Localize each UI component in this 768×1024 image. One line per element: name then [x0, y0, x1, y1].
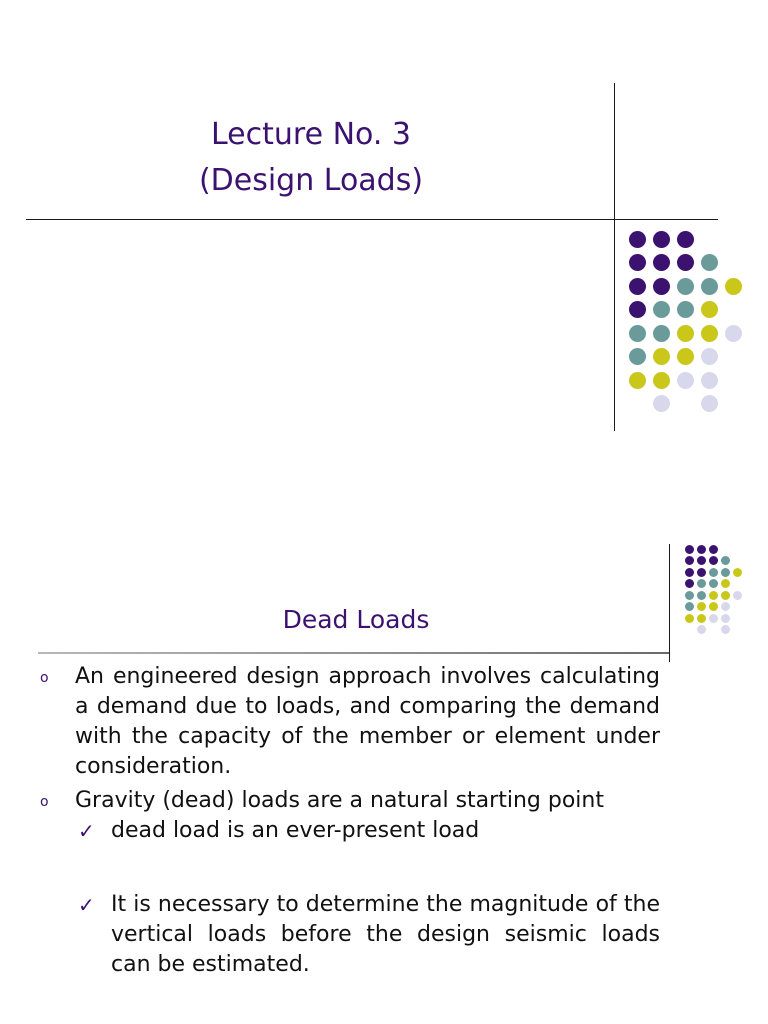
bullet-text: Gravity (dead) loads are a natural starting point	[75, 788, 604, 813]
list-item	[40, 662, 660, 782]
decorative-dot	[629, 372, 646, 389]
decorative-dot	[677, 301, 694, 318]
title-line-2: (Design Loads)	[198, 163, 424, 198]
checkmark-icon: ✓	[78, 819, 95, 843]
decorative-dot	[653, 301, 670, 318]
bullet-text: An engineered design approach involves calculating a demand due to loads, and comparing the demand with the capacity of the member or element under consideration.	[75, 664, 660, 779]
decorative-dot	[677, 231, 694, 248]
decorative-dot	[709, 568, 718, 577]
decorative-dot	[685, 556, 694, 565]
decorative-dot	[685, 602, 694, 611]
decorative-dot	[721, 568, 730, 577]
circle-bullet-icon: o	[40, 670, 49, 686]
decorative-dot	[653, 348, 670, 365]
decorative-dot	[701, 325, 718, 342]
sub-bullet-list	[75, 816, 660, 980]
decorative-dot	[653, 254, 670, 271]
decorative-dot	[653, 278, 670, 295]
list-item	[40, 786, 660, 980]
decorative-dot	[685, 545, 694, 554]
decorative-dot	[721, 625, 730, 634]
decorative-dot	[629, 348, 646, 365]
title-underline	[38, 652, 670, 654]
circle-bullet-icon: o	[40, 794, 49, 810]
decorative-dot	[677, 325, 694, 342]
decorative-dot	[733, 591, 742, 600]
decorative-dot	[721, 579, 730, 588]
decorative-dot	[697, 545, 706, 554]
decorative-dot	[629, 278, 646, 295]
decorative-dot	[629, 231, 646, 248]
decorative-dot	[701, 348, 718, 365]
vertical-divider	[669, 544, 670, 662]
decorative-dot	[677, 278, 694, 295]
decorative-dot	[629, 301, 646, 318]
decorative-dot	[701, 278, 718, 295]
decorative-dot	[721, 602, 730, 611]
decorative-dot	[629, 254, 646, 271]
decorative-dot	[653, 325, 670, 342]
decorative-dot	[701, 395, 718, 412]
decorative-dot	[709, 602, 718, 611]
decorative-dot	[709, 545, 718, 554]
decorative-dot	[677, 348, 694, 365]
decorative-dot	[721, 591, 730, 600]
decorative-dot	[709, 579, 718, 588]
decorative-dot	[701, 254, 718, 271]
decorative-dot	[725, 325, 742, 342]
decorative-dot	[653, 395, 670, 412]
decorative-dot	[697, 625, 706, 634]
decorative-dot	[701, 372, 718, 389]
decorative-dot	[653, 372, 670, 389]
decorative-dot	[709, 556, 718, 565]
sub-bullet-text: It is necessary to determine the magnitude of the vertical loads before the design seismic loads can be estimated.	[111, 892, 660, 977]
decorative-dot	[697, 602, 706, 611]
title-line-1: Lecture No. 3	[210, 117, 411, 152]
decorative-dot	[721, 614, 730, 623]
decorative-dot	[685, 591, 694, 600]
slide-title: Dead Loads	[282, 605, 430, 634]
decorative-dot	[677, 254, 694, 271]
decorative-dot	[697, 591, 706, 600]
bullet-list	[40, 662, 660, 984]
decorative-dot	[653, 231, 670, 248]
decorative-dot	[697, 579, 706, 588]
decorative-dot	[709, 614, 718, 623]
decorative-dot	[685, 614, 694, 623]
decorative-dot	[697, 556, 706, 565]
decorative-dot	[721, 556, 730, 565]
decorative-dot	[709, 591, 718, 600]
decorative-dot	[697, 614, 706, 623]
decorative-dot	[697, 568, 706, 577]
lecture-title	[26, 112, 596, 204]
sub-list-item	[40, 890, 660, 980]
spacer	[75, 846, 660, 890]
sub-bullet-text: dead load is an ever-present load	[111, 818, 480, 843]
vertical-divider	[614, 83, 615, 431]
decorative-dot	[677, 372, 694, 389]
checkmark-icon: ✓	[78, 893, 95, 917]
slide-title	[0, 0, 768, 470]
decorative-dot	[629, 325, 646, 342]
decorative-dot	[685, 579, 694, 588]
slide-dead-loads	[0, 470, 768, 1024]
sub-list-item	[40, 816, 660, 846]
decorative-dot	[685, 568, 694, 577]
decorative-dot	[733, 568, 742, 577]
decorative-dot	[725, 278, 742, 295]
decorative-dot	[701, 301, 718, 318]
